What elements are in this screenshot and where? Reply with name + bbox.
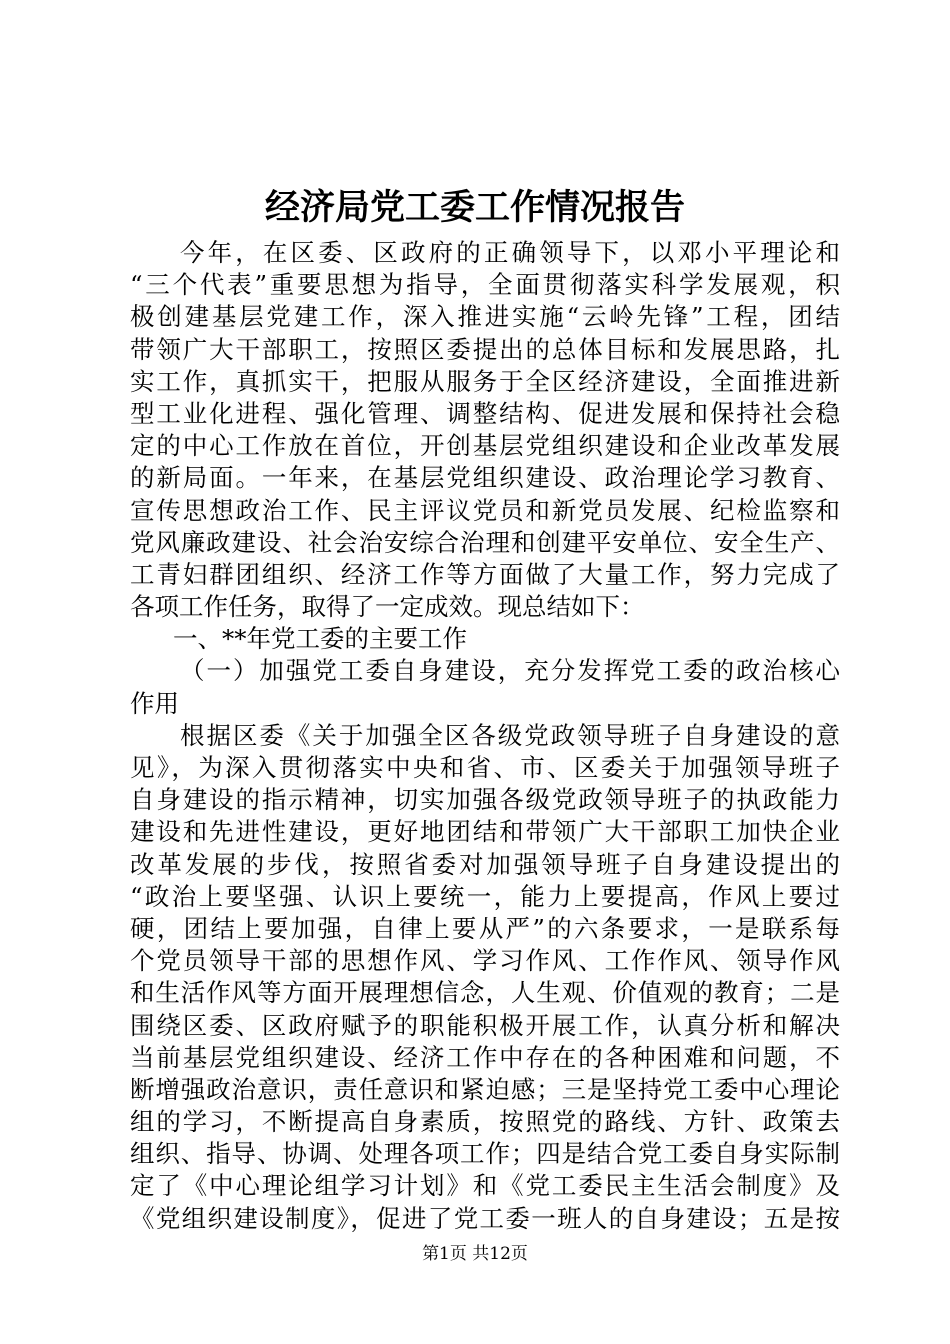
document-body — [130, 237, 840, 1235]
document-title: 经济局党工委工作情况报告 — [264, 187, 685, 228]
subsection-heading: 作用 — [130, 688, 179, 718]
paragraph-line: 的新局面。一年来，在基层党组织建设、政治理论学习教育、 — [130, 463, 840, 493]
paragraph-line: 工青妇群团组织、经济工作等方面做了大量工作，努力完成了 — [130, 559, 840, 589]
paragraph-line: 断增强政治意识，责任意识和紧迫感；三是坚持党工委中心理论 — [130, 1074, 840, 1104]
paragraph-line: 带领广大干部职工，按照区委提出的总体目标和发展思路，扎 — [130, 334, 840, 364]
paragraph-line: “三个代表”重要思想为指导，全面贯彻落实科学发展观，积 — [130, 270, 840, 300]
paragraph-line: “政治上要坚强、认识上要统一，能力上要提高，作风上要过 — [130, 881, 840, 911]
paragraph-line: 自身建设的指示精神，切实加强各级党政领导班子的执政能力 — [130, 785, 840, 815]
paragraph-line: 实工作，真抓实干，把服从服务于全区经济建设，全面推进新 — [130, 366, 840, 396]
paragraph-line: 极创建基层党建工作，深入推进实施“云岭先锋”工程，团结 — [130, 302, 840, 332]
paragraph-line: 根据区委《关于加强全区各级党政领导班子自身建设的意 — [180, 720, 840, 750]
paragraph-line: 和生活作风等方面开展理想信念，人生观、价值观的教育；二是 — [130, 978, 840, 1008]
paragraph-line: 《党组织建设制度》，促进了党工委一班人的自身建设；五是按 — [130, 1203, 840, 1233]
subsection-heading: （一）加强党工委自身建设，充分发挥党工委的政治核心 — [180, 656, 840, 686]
section-heading: 一、**年党工委的主要工作 — [173, 624, 467, 654]
paragraph-line: 改革发展的步伐，按照省委对加强领导班子自身建设提出的 — [130, 849, 840, 879]
paragraph-line: 定了《中心理论组学习计划》和《党工委民主生活会制度》及 — [130, 1171, 840, 1201]
paragraph-line: 建设和先进性建设，更好地团结和带领广大干部职工加快企业 — [130, 817, 840, 847]
paragraph-line: 当前基层党组织建设、经济工作中存在的各种困难和问题，不 — [130, 1042, 840, 1072]
paragraph-line: 党风廉政建设、社会治安综合治理和创建平安单位、安全生产、 — [130, 527, 840, 557]
page-number-footer: 第1页 共12页 — [422, 1244, 528, 1264]
paragraph-line: 各项工作任务，取得了一定成效。现总结如下： — [130, 592, 645, 622]
paragraph-line: 宣传思想政治工作、民主评议党员和新党员发展、纪检监察和 — [130, 495, 840, 525]
paragraph-line: 定的中心工作放在首位，开创基层党组织建设和企业改革发展 — [130, 431, 840, 461]
paragraph-line: 围绕区委、区政府赋予的职能积极开展工作，认真分析和解决 — [130, 1010, 840, 1040]
paragraph-line: 组的学习，不断提高自身素质，按照党的路线、方针、政策去 — [130, 1107, 840, 1137]
paragraph-line: 型工业化进程、强化管理、调整结构、促进发展和保持社会稳 — [130, 398, 840, 428]
paragraph-line: 见》，为深入贯彻落实中央和省、市、区委关于加强领导班子 — [130, 753, 840, 782]
paragraph-line: 今年，在区委、区政府的正确领导下，以邓小平理论和 — [180, 238, 840, 267]
paragraph-line: 硬，团结上要加强，自律上要从严”的六条要求，一是联系每 — [130, 913, 840, 943]
paragraph-line: 个党员领导干部的思想作风、学习作风、工作作风、领导作风 — [130, 946, 840, 976]
paragraph-line: 组织、指导、协调、处理各项工作；四是结合党工委自身实际制 — [130, 1139, 840, 1169]
